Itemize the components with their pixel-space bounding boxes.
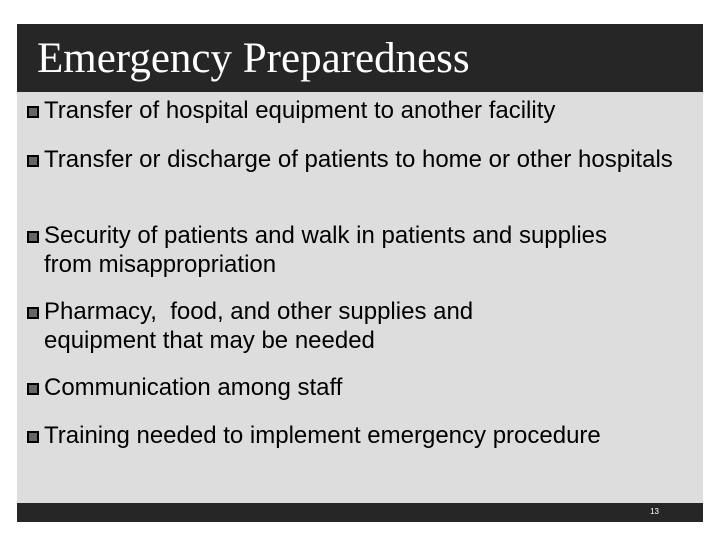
bullet-item [17, 145, 687, 174]
page-number: 13 [650, 507, 659, 516]
slide [17, 24, 703, 522]
square-bullet-icon [27, 231, 39, 243]
bullet-item [17, 96, 687, 125]
bullet-item [17, 373, 687, 402]
bullet-text: Transfer of hospital equipment to another facility [44, 97, 556, 124]
square-bullet-icon [27, 383, 39, 395]
bullet-item [17, 221, 687, 279]
square-bullet-icon [27, 106, 39, 118]
bullet-text: Communication among staff [44, 374, 343, 401]
bullet-text: Pharmacy, food, and other supplies and equipment that may be needed [44, 298, 480, 354]
bullet-text: Security of patients and walk in patients and supplies from misappropriation [44, 222, 614, 278]
footer-bar [17, 503, 703, 522]
bullet-text: Transfer or discharge of patients to home or other hospitals [44, 146, 673, 173]
bullet-text: Training needed to implement emergency procedure [44, 422, 601, 449]
square-bullet-icon [27, 431, 39, 443]
square-bullet-icon [27, 155, 39, 167]
title-bar [17, 24, 703, 92]
slide-title: Emergency Preparedness [37, 35, 470, 82]
bullet-item [17, 297, 687, 355]
square-bullet-icon [27, 307, 39, 319]
bullet-item [17, 421, 687, 450]
